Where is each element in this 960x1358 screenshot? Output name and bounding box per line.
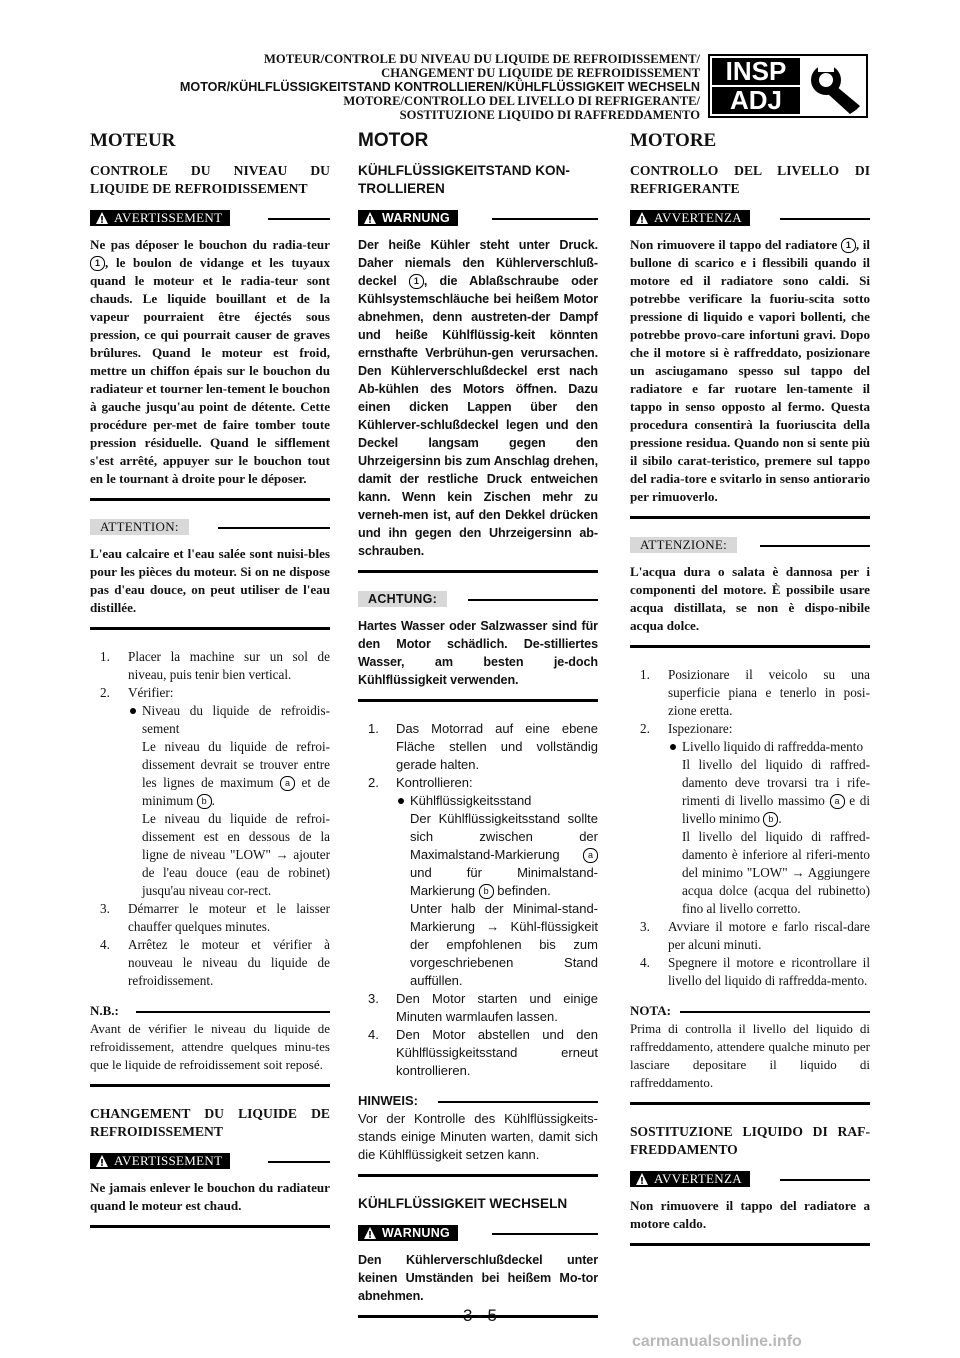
text: Non rimuovere il tappo del radiatore bbox=[630, 237, 841, 252]
text: Den Motor starten und einige Minuten warmlaufen lassen. bbox=[396, 991, 598, 1024]
warning-tag bbox=[90, 210, 230, 226]
rule bbox=[90, 498, 330, 501]
warning-tag bbox=[630, 1171, 750, 1187]
text: Démarrer le moteur et le laisser chauffer quelques minutes. bbox=[128, 901, 330, 934]
watermark: carmanualsonline.info bbox=[632, 1333, 802, 1350]
bullet bbox=[396, 792, 598, 810]
callout-1: 1 bbox=[409, 274, 424, 289]
header-line: MOTEUR/CONTROLE DU NIVEAU DU LIQUIDE DE REFROIDISSEMENT/ bbox=[264, 52, 700, 66]
attention-label: ACHTUNG: bbox=[358, 591, 447, 607]
text: Placer la machine sur un sol de niveau, puis tenir bien vertical. bbox=[128, 649, 330, 682]
note-label: HINWEIS: bbox=[358, 1093, 418, 1108]
sub-text: Unter halb der Minimal-stand-Markierung → Kühl-flüssigkeit der empfohlenen bis zum vorgeschriebenen Stand auffüllen. bbox=[410, 901, 598, 988]
text: befinden. bbox=[493, 883, 551, 898]
rule bbox=[268, 218, 330, 220]
warning-text bbox=[358, 236, 598, 560]
step: 2. Vérifier: Niveau du liquide de refroidis-sement Le niveau du liquide de refroi-dissement devrait se trouver entre les lignes de maximum a et de minimum b . Le niveau du liquide de refroi-dissement est en dessous de la ligne de niveau "LOW" → ajouter de l'eau douce (eau de robinet) jusqu'au niveau cor-rect. bbox=[100, 685, 330, 898]
step: 1. Das Motorrad auf eine ebene Fläche stellen und vollständig gerade halten. bbox=[368, 721, 598, 772]
step: 2. Kontrollieren: Kühlflüssigkeitsstand Der Kühlflüssigkeitsstand sollte sich zwischen der Maximalstand-Markierung a und für Minimalstand-Markierung b befinden. Unter halb der Minimal-stand-Markierung → Kühl-flüssigkeit der empfohlenen bis zum vorgeschriebenen Stand auffüllen. bbox=[368, 775, 598, 988]
warning-tag bbox=[358, 1225, 458, 1241]
rule bbox=[90, 1084, 330, 1087]
text: Spegnere il motore e ricontrollare il livello del liquido di raffredda-mento. bbox=[668, 955, 870, 988]
bullet bbox=[668, 738, 870, 756]
warning-label: AVERTISSEMENT bbox=[114, 1153, 223, 1168]
rule bbox=[630, 1102, 870, 1105]
bullet-dot bbox=[130, 708, 136, 714]
text: Arrêtez le moteur et vérifier à nouveau le niveau du liquide de refroidissement. bbox=[128, 937, 330, 988]
note-text: Vor der Kontrolle des Kühlflüssigkeits-stands einige Minuten warten, damit sich die Kühlflüssigkeit setzen kann. bbox=[358, 1111, 598, 1162]
warning-text: Ne jamais enlever le bouchon du radiateur quand le moteur est chaud. bbox=[90, 1180, 330, 1213]
header-line: SOSTITUZIONE LIQUIDO DI RAFFREDDAMENTO bbox=[399, 108, 700, 122]
badge-text bbox=[712, 58, 800, 114]
text: Den Motor abstellen und den Kühlflüssigkeitsstand erneut kontrollieren. bbox=[396, 1027, 598, 1078]
callout-1: 1 bbox=[90, 256, 105, 271]
badge-line-1: INSP bbox=[712, 58, 800, 87]
step: 4. Spegnere il motore e ricontrollare il livello del liquido di raffredda-mento. bbox=[640, 955, 870, 988]
callout-1: 1 bbox=[841, 238, 856, 253]
sub-text bbox=[396, 810, 598, 900]
section-heading: CONTROLE DU NIVEAU DU LIQUIDE DE REFROIDISSEMENT bbox=[90, 163, 330, 196]
warning-triangle-icon bbox=[636, 212, 648, 224]
section-heading: KÜHLFLÜSSIGKEITSTAND KON-TROLLIEREN bbox=[358, 163, 570, 196]
attention-label: ATTENTION: bbox=[90, 519, 189, 535]
note-header bbox=[358, 1092, 598, 1108]
title: MOTEUR bbox=[90, 130, 176, 151]
rule bbox=[630, 516, 870, 519]
note-label: NOTA: bbox=[630, 1003, 671, 1018]
rule bbox=[492, 218, 598, 220]
rule bbox=[492, 1233, 598, 1235]
rule bbox=[438, 1101, 598, 1103]
warning-header bbox=[90, 1153, 330, 1169]
badge-line-2: ADJ bbox=[729, 85, 782, 115]
warning-label: AVVERTENZA bbox=[654, 210, 742, 225]
title: MOTORE bbox=[630, 130, 717, 151]
section-heading: CHANGEMENT DU LIQUIDE DE REFROIDISSEMENT bbox=[90, 1106, 330, 1139]
attention-label: ATTENZIONE: bbox=[630, 537, 737, 553]
rule bbox=[136, 1011, 330, 1013]
warning-text bbox=[90, 236, 330, 488]
warning-label: WARNUNG bbox=[382, 211, 451, 225]
steps-list bbox=[630, 666, 870, 990]
callout-b: b bbox=[479, 884, 494, 899]
text: Posizionare il veicolo su una superficie piana e tenerlo in posi-zione eretta. bbox=[668, 667, 870, 718]
note-text: Prima di controlla il livello del liquido di raffreddamento, attendere qualche minuto per lasciare depositare il liquido di raffreddamento. bbox=[630, 1021, 870, 1090]
step: 1. Placer la machine sur un sol de niveau, puis tenir bien vertical. bbox=[100, 649, 330, 682]
page-number: 3 - 5 bbox=[462, 1306, 498, 1325]
section-heading: SOSTITUZIONE LIQUIDO DI RAF-FREDDAMENTO bbox=[630, 1124, 870, 1157]
warning-header bbox=[358, 1225, 598, 1241]
rule bbox=[90, 1225, 330, 1228]
callout-b: b bbox=[197, 794, 212, 809]
rule bbox=[630, 645, 870, 648]
text: Ne pas déposer le bouchon du radia-teur bbox=[90, 237, 330, 252]
section-heading: KÜHLFLÜSSIGKEIT WECHSELN bbox=[358, 1196, 568, 1211]
step: 4. Arrêtez le moteur et vérifier à nouveau le niveau du liquide de refroidissement. bbox=[100, 937, 330, 988]
step: 1. Posizionare il veicolo su una superficie piana e tenerlo in posi-zione eretta. bbox=[640, 667, 870, 718]
callout-b: b bbox=[763, 812, 778, 827]
text: und für Minimalstand-Markierung bbox=[410, 865, 598, 898]
warning-triangle-icon bbox=[636, 1173, 648, 1185]
step: 3. Den Motor starten und einige Minuten warmlaufen lassen. bbox=[368, 991, 598, 1024]
warning-text: Den Kühlerverschlußdeckel unter keinen Umständen bei heißem Mo-tor abnehmen. bbox=[358, 1253, 598, 1303]
warning-text bbox=[630, 236, 870, 506]
rule bbox=[630, 1243, 870, 1246]
step: 3. Avviare il motore e farlo riscal-dare per alcuni minuti. bbox=[640, 919, 870, 952]
steps-list bbox=[90, 648, 330, 990]
section-heading: CONTROLLO DEL LIVELLO DI REFRIGERANTE bbox=[630, 163, 870, 196]
warning-header bbox=[358, 210, 598, 226]
text: , die Ablaßschraube oder Kühlsystemschläuche bei heißem Motor abnehmen, denn austreten-der Dampf und heiße Kühlflüssig-keit könnten ernsthafte Verbrühun-gen verursachen. Den Kühlerverschlußdeckel erst nach Ab-kühlen des Motors öffnen. Dazu einen dicken Lappen über den Kühlerver-schlußdeckel legen und den Deckel langsam gegen den Uhrzeigersinn bis zum Anschlag drehen, damit der restliche Druck entweichen kann. Wenn kein Zischen mehr zu verneh-men ist, auf den Dekkel drücken und ihn gegen den Uhrzeigersinn ab-schrauben. bbox=[358, 274, 598, 558]
warning-header bbox=[630, 1171, 870, 1187]
warning-header bbox=[630, 210, 870, 226]
note-text: Avant de vérifier le niveau du liquide de refroidissement, attendre quelques minu-tes que le liquide de refroidissement soit reposé. bbox=[90, 1021, 330, 1072]
text: Avviare il motore e farlo riscal-dare per alcuni minuti. bbox=[668, 919, 870, 952]
attention-text: L'acqua dura o salata è dannosa per i componenti del motore. È possibile usare acqua distillata, se non è dispo-nibile acqua dolce. bbox=[630, 564, 870, 633]
header-line: CHANGEMENT DU LIQUIDE DE REFROIDISSEMENT bbox=[381, 66, 700, 80]
callout-a: a bbox=[830, 794, 845, 809]
step: 2. Ispezionare: Livello liquido di raffredda-mento Il livello del liquido di raffred-damento deve trovarsi tra i rife-rimenti di livello massimo a e di livello minimo b . Il livello del liquido di raffred-damento è inferiore al riferi-mento del minimo "LOW" → Aggiungere acqua dolce (acqua del rubinetto) fino al livello corretto. bbox=[640, 721, 870, 916]
text: Kühlflüssigkeitsstand bbox=[410, 793, 532, 808]
note-header bbox=[630, 1002, 870, 1018]
sub-text bbox=[128, 738, 330, 810]
warning-header bbox=[90, 210, 330, 226]
warning-triangle-icon bbox=[96, 1155, 108, 1167]
warning-label: AVVERTENZA bbox=[654, 1171, 742, 1186]
callout-a: a bbox=[280, 776, 295, 791]
warning-triangle-icon bbox=[364, 1227, 376, 1239]
rule bbox=[780, 218, 870, 220]
text: Niveau du liquide de refroidis-sement bbox=[142, 703, 330, 736]
column-french bbox=[90, 130, 330, 1246]
text: Livello liquido di raffredda-mento bbox=[682, 739, 864, 754]
text: . bbox=[211, 793, 215, 808]
warning-label: WARNUNG bbox=[382, 1226, 451, 1240]
rule bbox=[358, 1174, 598, 1177]
insp-adj-badge bbox=[708, 54, 868, 118]
text: Der Kühlflüssigkeitsstand sollte sich zwischen der Maximalstand-Markierung bbox=[410, 811, 598, 862]
warning-text: Non rimuovere il tappo del radiatore a motore caldo. bbox=[630, 1198, 870, 1231]
running-header bbox=[60, 52, 700, 122]
warning-tag bbox=[630, 210, 750, 226]
text: Kontrollieren: bbox=[396, 775, 473, 790]
rule bbox=[218, 527, 330, 529]
rule bbox=[358, 699, 598, 702]
text: Ispezionare: bbox=[668, 721, 733, 736]
header-line: MOTOR/KÜHLFLÜSSIGKEITSTAND KONTROLLIEREN/KÜHLFLÜSSIGKEIT WECHSELN bbox=[179, 80, 700, 94]
rule bbox=[780, 1179, 870, 1181]
attention-header bbox=[630, 537, 870, 553]
warning-tag bbox=[90, 1153, 230, 1169]
text: et de minimum bbox=[142, 775, 330, 808]
callout-a: a bbox=[583, 848, 598, 863]
bullet bbox=[128, 702, 330, 738]
text: , il bullone di scarico e i flessibili quando il motore ed il radiatore sono caldi. Si potrebbe verificare la fuoriu-scita sotto pressione di liquido e vapori bollenti, che potrebbe provo-care infortuni gravi. Dopo che il motore si è raffreddato, posizionare un asciugamano spesso sul tappo del radiatore e far ruotare len-tamente il tappo in senso opposto al fermo. Questa procedura consentirà la fuoriuscita della pressione residua. Quando non si sente più il sibilo carat-teristico, premere sul tappo del radia-tore e svitarlo in senso antiorario per rimuoverlo. bbox=[630, 237, 870, 504]
attention-header bbox=[358, 591, 598, 607]
warning-label: AVERTISSEMENT bbox=[114, 210, 223, 225]
step: 3. Démarrer le moteur et le laisser chauffer quelques minutes. bbox=[100, 901, 330, 934]
text: , le boulon de vidange et les tuyaux quand le moteur et le radia-teur sont chauds. Le liquide bouillant et de la vapeur pourraient être éjectés sous pression, ce qui pourrait causer de graves brûlures. Quand le moteur est froid, mettre un chiffon épais sur le bouchon du radiateur et tourner len-tement le bouchon à gauche jusqu'au point de détente. Cette procédure per-met de faire tomber toute pression résiduelle. Quand le sifflement s'est arrêté, appuyer sur le bouchon tout en le tournant à droite pour le déposer. bbox=[90, 255, 330, 486]
text: Das Motorrad auf eine ebene Fläche stellen und vollständig gerade halten. bbox=[396, 721, 598, 772]
text: Der heiße Kühler steht unter Druck. Daher niemals den Kühlerverschluß-deckel bbox=[358, 238, 598, 288]
sub-text: Le niveau du liquide de refroi-dissement est en dessous de la ligne de niveau "LOW" → ajouter de l'eau douce (eau de robinet) jusqu'au niveau cor-rect. bbox=[142, 811, 330, 898]
rule bbox=[760, 545, 870, 547]
column-german bbox=[358, 130, 598, 1336]
bullet-dot bbox=[398, 798, 404, 804]
text: e di livello minimo bbox=[682, 793, 870, 826]
rule bbox=[90, 627, 330, 630]
step: 4. Den Motor abstellen und den Kühlflüssigkeitsstand erneut kontrollieren. bbox=[368, 1027, 598, 1078]
sub-text bbox=[668, 756, 870, 828]
rule bbox=[468, 599, 598, 601]
text: Le niveau du liquide de refroi-dissement devrait se trouver entre les lignes de maximum bbox=[142, 739, 330, 790]
text: . bbox=[778, 811, 782, 826]
attention-header bbox=[90, 519, 330, 535]
steps-list bbox=[358, 720, 598, 1080]
sub-text: Il livello del liquido di raffred-damento è inferiore al riferi-mento del minimo "LOW" → Aggiungere acqua dolce (acqua del rubinetto) fino al livello corretto. bbox=[682, 829, 870, 916]
note-header bbox=[90, 1002, 330, 1018]
wrench-icon bbox=[806, 60, 864, 114]
title: MOTOR bbox=[358, 130, 429, 151]
warning-triangle-icon bbox=[364, 212, 376, 224]
warning-triangle-icon bbox=[96, 212, 108, 224]
text: Vérifier: bbox=[128, 685, 174, 700]
note-label: N.B.: bbox=[90, 1003, 119, 1018]
rule bbox=[268, 1161, 330, 1163]
attention-text: Hartes Wasser oder Salzwasser sind für den Motor schädlich. De-stilliertes Wasser, am besten je-doch Kühlflüssigkeit verwenden. bbox=[358, 619, 598, 687]
attention-text: L'eau calcaire et l'eau salée sont nuisi-bles pour les pièces du moteur. Si on ne dispose pas d'eau douce, on peut utiliser de l'eau distillée. bbox=[90, 546, 330, 615]
header-line: MOTORE/CONTROLLO DEL LIVELLO DI REFRIGERANTE/ bbox=[343, 94, 700, 108]
column-italian bbox=[630, 130, 870, 1264]
rule bbox=[358, 570, 598, 573]
text: Il livello del liquido di raffred-damento deve trovarsi tra i rife-rimenti di livello massimo bbox=[682, 757, 870, 808]
rule bbox=[680, 1011, 870, 1013]
warning-tag bbox=[358, 210, 458, 226]
bullet-dot bbox=[670, 744, 676, 750]
